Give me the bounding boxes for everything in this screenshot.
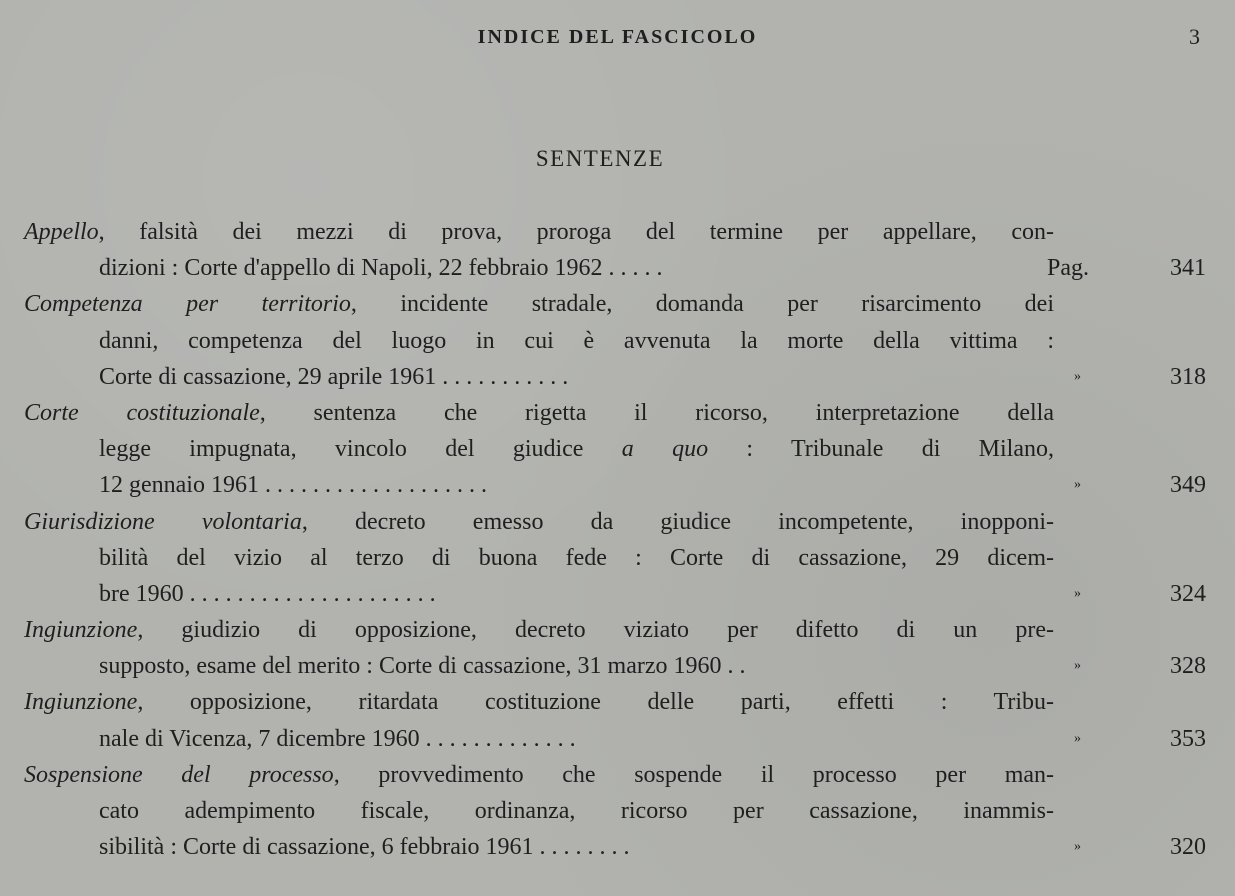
ditto-mark: » [1074,658,1081,674]
entry-heading-line [24,214,1214,250]
index-entry [24,395,1214,504]
entry-subject: Ingiunzione [24,689,138,716]
entry-line-text [24,286,1054,322]
entry-text: , falsità dei mezzi di prova, proroga del termine per appellare, con- [98,219,1054,245]
index-entry [24,757,1214,866]
index-entry [24,504,1214,613]
entry-line-text [24,684,1054,720]
entry-line-text [99,653,746,679]
entry-continuation-line [24,829,1214,865]
entry-italic-phrase: a quo [621,436,709,463]
entry-line-text [99,431,1054,467]
entry-text: dizioni : Corte d'appello di Napoli, 22 febbraio 1962 . . . . . [99,255,663,282]
entry-line-text [99,581,436,607]
entry-subject: Appello [24,219,99,245]
entry-heading-line [24,395,1214,431]
entry-text: : Tribunale di Milano, [708,436,1055,463]
entry-line-text [99,540,1054,576]
index-entry [24,286,1214,395]
ditto-mark: » [1074,585,1081,601]
entry-page-number: 318 [1170,363,1206,390]
entry-continuation-line [24,323,1214,359]
section-title: SENTENZE [535,146,665,171]
entry-heading-line [24,504,1214,540]
entry-heading-line [24,612,1214,648]
entry-page-number: 324 [1170,580,1206,607]
entry-continuation-line [24,540,1214,576]
entry-text: , giudizio di opposizione, decreto viziato per difetto di un pre- [137,617,1054,644]
entry-text: danni, competenza del luogo in cui è avvenuta la morte della vittima : [99,327,1054,354]
entry-continuation-line [24,431,1214,467]
entry-line-text [99,364,568,390]
entry-page-number: 341 [1170,255,1206,282]
entry-text: nale di Vicenza, 7 dicembre 1960 . . . . . . . . . . . . . [99,725,576,752]
entry-subject: Ingiunzione [24,617,138,644]
entry-text: bilità del vizio al terzo di buona fede : Corte di cassazione, 29 dicem- [99,544,1054,571]
entry-text: supposto, esame del merito : Corte di cassazione, 31 marzo 1960 . . [99,653,746,680]
entry-text: , incidente stradale, domanda per risarcimento dei [350,291,1054,318]
entry-page-number: 328 [1170,653,1206,680]
ditto-mark: » [1074,839,1081,855]
index-entry [24,612,1214,684]
entry-continuation-line [24,576,1214,612]
entry-line-text [99,793,1054,829]
entry-text: Corte di cassazione, 29 aprile 1961 . . . . . . . . . . . [99,363,569,390]
entry-page-number: 320 [1170,834,1206,861]
ditto-mark: » [1074,477,1081,493]
page-number: 3 [1189,24,1200,49]
entry-line-text [24,504,1054,540]
entry-text: 12 gennaio 1961 . . . . . . . . . . . . . . . . . . . [99,472,487,499]
entry-subject: Competenza per territorio [24,291,351,318]
index-entry [24,684,1214,756]
entry-continuation-line [24,721,1214,757]
entry-continuation-line [24,793,1214,829]
entry-line-text [24,612,1054,648]
entry-text: cato adempimento fiscale, ordinanza, ricorso per cassazione, inammis- [99,798,1054,824]
entry-text: sibilità : Corte di cassazione, 6 febbraio 1961 . . . . . . . . [99,834,630,861]
entry-line-text [24,757,1054,793]
entry-page-number: 349 [1170,472,1206,499]
entry-heading-line [24,684,1214,720]
entry-line-text [99,834,630,860]
entry-text: legge impugnata, vincolo del giudice [99,436,622,463]
ditto-mark: » [1074,730,1081,746]
entry-text: , opposizione, ritardata costituzione delle parti, effetti : Tribu- [137,689,1054,716]
entry-line-text [99,726,576,752]
page-ref-label: Pag. [1047,255,1089,282]
index-entry [24,214,1214,286]
entry-continuation-line [24,359,1214,395]
entry-subject: Corte costituzionale [24,399,260,426]
entry-line-text [99,323,1054,359]
running-title: INDICE DEL FASCICOLO [477,26,758,48]
entry-heading-line [24,286,1214,322]
entry-continuation-line [24,467,1214,503]
entry-line-text [24,214,1054,250]
entry-text: , provvedimento che sospende il processo per man- [333,761,1055,788]
entry-line-text [99,472,487,498]
entry-continuation-line [24,648,1214,684]
entry-heading-line [24,757,1214,793]
entry-subject: Sospensione del processo [24,761,334,788]
entry-subject: Giurisdizione volontaria [24,508,302,535]
entry-continuation-line [24,250,1214,286]
entry-line-text [99,255,663,281]
index-entries [24,214,1214,865]
ditto-mark: » [1074,368,1081,384]
entry-line-text [24,395,1054,431]
entry-text: , decreto emesso da giudice incompetente, inopponi- [301,508,1055,535]
entry-text: bre 1960 . . . . . . . . . . . . . . . . . . . . . [99,580,436,607]
entry-text: , sentenza che rigetta il ricorso, interpretazione della [259,399,1054,426]
entry-page-number: 353 [1170,725,1206,752]
